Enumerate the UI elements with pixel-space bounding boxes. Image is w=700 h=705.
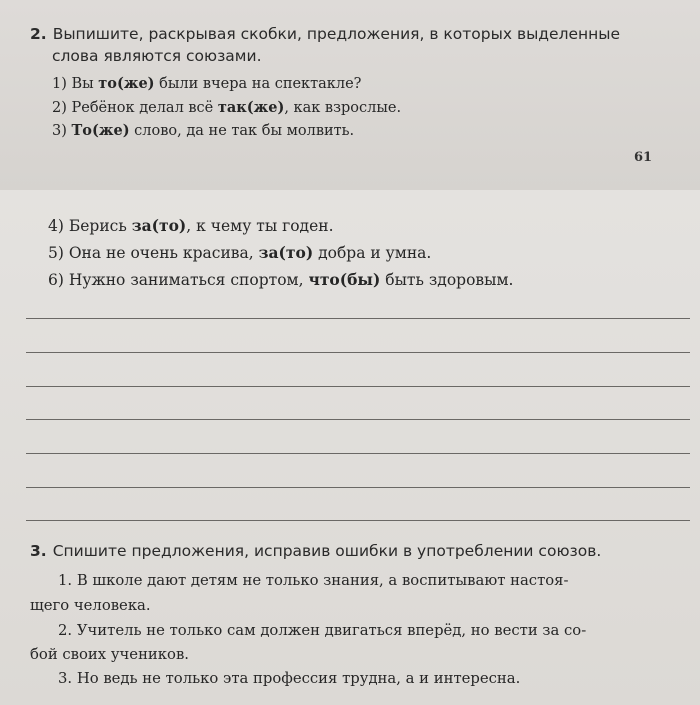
item-bold: то(же) — [98, 75, 155, 92]
task-2-item-4 — [48, 216, 334, 235]
task-2-item-3 — [52, 122, 354, 139]
item-text: 3) — [52, 123, 72, 139]
item-bold: что(бы) — [308, 270, 381, 289]
item-text: 6) Нужно заниматься спортом, — [48, 271, 309, 289]
task-2-item-2 — [52, 99, 401, 116]
task-2-text-line2: слова являются союзами. — [52, 47, 262, 65]
task-3-item-3: 3. Но ведь не только эта профессия трудна, а и интересна. — [58, 670, 521, 687]
item-text: добра и умна. — [313, 244, 432, 262]
task-2-text-line1: Выпишите, раскрывая скобки, предложения, в которых выделенные — [52, 25, 621, 43]
answer-line — [26, 419, 690, 420]
item-bold: так(же) — [217, 99, 285, 116]
item-text: , к чему ты годен. — [186, 217, 334, 235]
task-2-item-1 — [52, 75, 361, 92]
item-text: 4) Берись — [48, 217, 132, 235]
answer-line — [26, 318, 690, 319]
task-2-item-6 — [48, 270, 513, 289]
item-text: слово, да не так бы молвить. — [129, 123, 355, 139]
task-2-number: 2. — [30, 25, 47, 43]
answer-line — [26, 520, 690, 521]
item-bold: То(же) — [71, 122, 130, 139]
task-3-item-1-line1: 1. В школе дают детям не только знания, а воспитывают настоя- — [58, 572, 569, 589]
item-text: 1) Вы — [52, 76, 99, 92]
page-number: 61 — [634, 150, 653, 165]
task-2-heading — [30, 24, 620, 45]
task-3-heading — [30, 541, 601, 562]
item-bold: за(то) — [258, 243, 314, 262]
answer-line — [26, 453, 690, 454]
item-text: 2) Ребёнок делал всё — [52, 100, 218, 116]
task-3-item-2-line1: 2. Учитель не только сам должен двигаться вперёд, но вести за со- — [58, 622, 587, 639]
answer-line — [26, 487, 690, 488]
task-2-item-5 — [48, 243, 431, 262]
item-text: 5) Она не очень красива, — [48, 244, 259, 262]
item-text: быть здоровым. — [380, 271, 514, 289]
item-text: , как взрослые. — [284, 100, 402, 116]
task-3-item-2-line2: бой своих учеников. — [30, 646, 189, 663]
task-3-number: 3. — [30, 542, 47, 560]
answer-line — [26, 352, 690, 353]
task-3-item-1-line2: щего человека. — [30, 597, 151, 614]
item-text: были вчера на спектакле? — [154, 76, 362, 92]
answer-line — [26, 386, 690, 387]
task-2-heading-cont — [52, 46, 262, 67]
task-3-text: Спишите предложения, исправив ошибки в употреблении союзов. — [52, 542, 602, 560]
item-bold: за(то) — [131, 216, 187, 235]
